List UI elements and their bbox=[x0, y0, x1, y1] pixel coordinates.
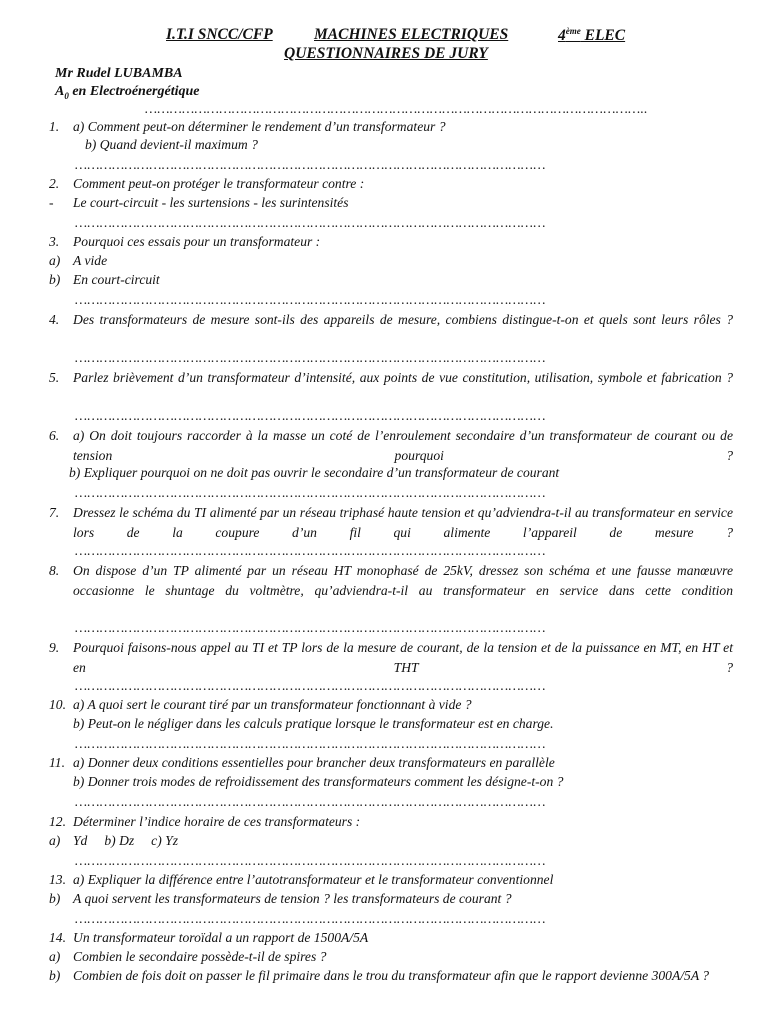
answer-dots: …………………………………………………………………………………………………… bbox=[75, 543, 546, 558]
question-number: 5. bbox=[49, 370, 60, 385]
header-title-left: I.T.I SNCC/CFP bbox=[166, 26, 273, 43]
answer-dots: …………………………………………………………………………………………………… bbox=[75, 157, 546, 172]
question-line: b) Donner trois modes de refroidissement des transformateurs comment les désigne-t-on ? bbox=[73, 774, 564, 789]
answer-dots: …………………………………………………………………………………………………… bbox=[75, 794, 546, 809]
question-number: 12. bbox=[49, 814, 66, 829]
question-item: Combien le secondaire possède-t-il de spires ? bbox=[73, 949, 327, 964]
question-paragraph: a) On doit toujours raccorder à la masse un coté de l’enroulement secondaire d’un transformateur de courant ou de tension pourquoi ? bbox=[73, 428, 733, 463]
question-number: 10. bbox=[49, 697, 66, 712]
question-line: a) Donner deux conditions essentielles pour brancher deux transformateurs en parallèle bbox=[73, 755, 555, 770]
question-number: 9. bbox=[49, 640, 60, 655]
question-line: Déterminer l’indice horaire de ces transformateurs : bbox=[73, 814, 361, 829]
answer-dots: …………………………………………………………………………………………………… bbox=[75, 215, 546, 230]
question-number: 6. bbox=[49, 428, 60, 443]
question-paragraph: Pourquoi faisons-nous appel au TI et TP lors de la mesure de courant, de la tension et de la puissance en MT, en HT et en THT ? bbox=[73, 640, 733, 675]
answer-dots: …………………………………………………………………………………………………… bbox=[75, 678, 546, 693]
item-marker: b) bbox=[49, 891, 61, 906]
question-line: Pourquoi ces essais pour un transformateur : bbox=[73, 234, 321, 249]
question-number: 14. bbox=[49, 930, 66, 945]
item-marker: b) bbox=[49, 968, 61, 983]
answer-dots: …………………………………………………………………………………………………… bbox=[75, 350, 546, 365]
question-line: b) Quand devient-il maximum ? bbox=[85, 137, 258, 152]
question-number: 1. bbox=[49, 119, 60, 134]
question-line: a) Expliquer la différence entre l’autotransformateur et le transformateur conventionnel bbox=[73, 872, 554, 887]
role-a: A bbox=[55, 84, 65, 99]
question-number: 11. bbox=[49, 755, 65, 770]
question-paragraph: Parlez brièvement d’un transformateur d’intensité, aux points de vue constitution, utilisation, symbole et fabrication ? bbox=[73, 370, 733, 385]
answer-dots: ………………………………………………………………………………………………………….. bbox=[145, 101, 648, 116]
question-item: En court-circuit bbox=[73, 272, 160, 287]
question-line: Comment peut-on protéger le transformateur contre : bbox=[73, 176, 365, 191]
header-title-right bbox=[558, 26, 625, 45]
question-line: Un transformateur toroïdal a un rapport de 1500A/5A bbox=[73, 930, 369, 945]
answer-dots: …………………………………………………………………………………………………… bbox=[75, 292, 546, 307]
item-marker: a) bbox=[49, 833, 61, 848]
question-item: Yd b) Dz c) Yz bbox=[73, 833, 178, 848]
question-line: b) Peut-on le négliger dans les calculs pratique lorsque le transformateur est en charge. bbox=[73, 716, 554, 731]
author-role bbox=[55, 84, 200, 101]
question-number: 4. bbox=[49, 312, 60, 327]
answer-dots: …………………………………………………………………………………………………… bbox=[75, 620, 546, 635]
answer-dots: …………………………………………………………………………………………………… bbox=[75, 485, 546, 500]
question-number: 13. bbox=[49, 872, 66, 887]
role-sub: 0 bbox=[64, 90, 69, 101]
question-item: Combien de fois doit on passer le fil primaire dans le trou du transformateur afin que le rapport devienne 300A/5A ? bbox=[73, 968, 710, 983]
header-subtitle: QUESTIONNAIRES DE JURY bbox=[284, 45, 488, 62]
question-number: 2. bbox=[49, 176, 60, 191]
class-level-number: 4 bbox=[558, 27, 566, 45]
answer-dots: …………………………………………………………………………………………………… bbox=[75, 408, 546, 423]
class-level-rest: ELEC bbox=[580, 27, 626, 45]
question-item: A quoi servent les transformateurs de tension ? les transformateurs de courant ? bbox=[73, 891, 512, 906]
question-number: 3. bbox=[49, 234, 60, 249]
answer-dots: …………………………………………………………………………………………………… bbox=[75, 736, 546, 751]
header-title-mid: MACHINES ELECTRIQUES bbox=[314, 26, 509, 43]
answer-dots: …………………………………………………………………………………………………… bbox=[75, 853, 546, 868]
question-item: Le court-circuit - les surtensions - les surintensités bbox=[73, 195, 349, 210]
author-name: Mr Rudel LUBAMBA bbox=[55, 66, 183, 81]
item-marker: b) bbox=[49, 272, 61, 287]
list-bullet: - bbox=[49, 195, 54, 210]
answer-dots: …………………………………………………………………………………………………… bbox=[75, 911, 546, 926]
class-level-sup: ème bbox=[565, 26, 581, 36]
item-marker: a) bbox=[49, 949, 61, 964]
question-item: A vide bbox=[73, 253, 108, 268]
question-paragraph: Dressez le schéma du TI alimenté par un réseau triphasé haute tension et qu’adviendra-t-il au transformateur en service lors de la coupure d’un fil qui alimente l’appareil de mesure ? bbox=[73, 505, 733, 540]
question-line: a) Comment peut-on déterminer le rendement d’un transformateur ? bbox=[73, 119, 446, 134]
question-line: a) A quoi sert le courant tiré par un transformateur fonctionnant à vide ? bbox=[73, 697, 472, 712]
question-line: b) Expliquer pourquoi on ne doit pas ouvrir le secondaire d’un transformateur de courant bbox=[69, 465, 560, 480]
question-paragraph: On dispose d’un TP alimenté par un réseau HT monophasé de 25kV, dressez son schéma et une fausse manœuvre occasionne le shuntage du voltmètre, qu’adviendra-t-il au transformateur en service dans cette condition bbox=[73, 563, 733, 598]
role-rest: en Electroénergétique bbox=[68, 84, 200, 99]
question-paragraph: Des transformateurs de mesure sont-ils des appareils de mesure, combiens distingue-t-on et quels sont leurs rôles ? bbox=[73, 312, 733, 327]
question-number: 8. bbox=[49, 563, 60, 578]
question-number: 7. bbox=[49, 505, 60, 520]
item-marker: a) bbox=[49, 253, 61, 268]
